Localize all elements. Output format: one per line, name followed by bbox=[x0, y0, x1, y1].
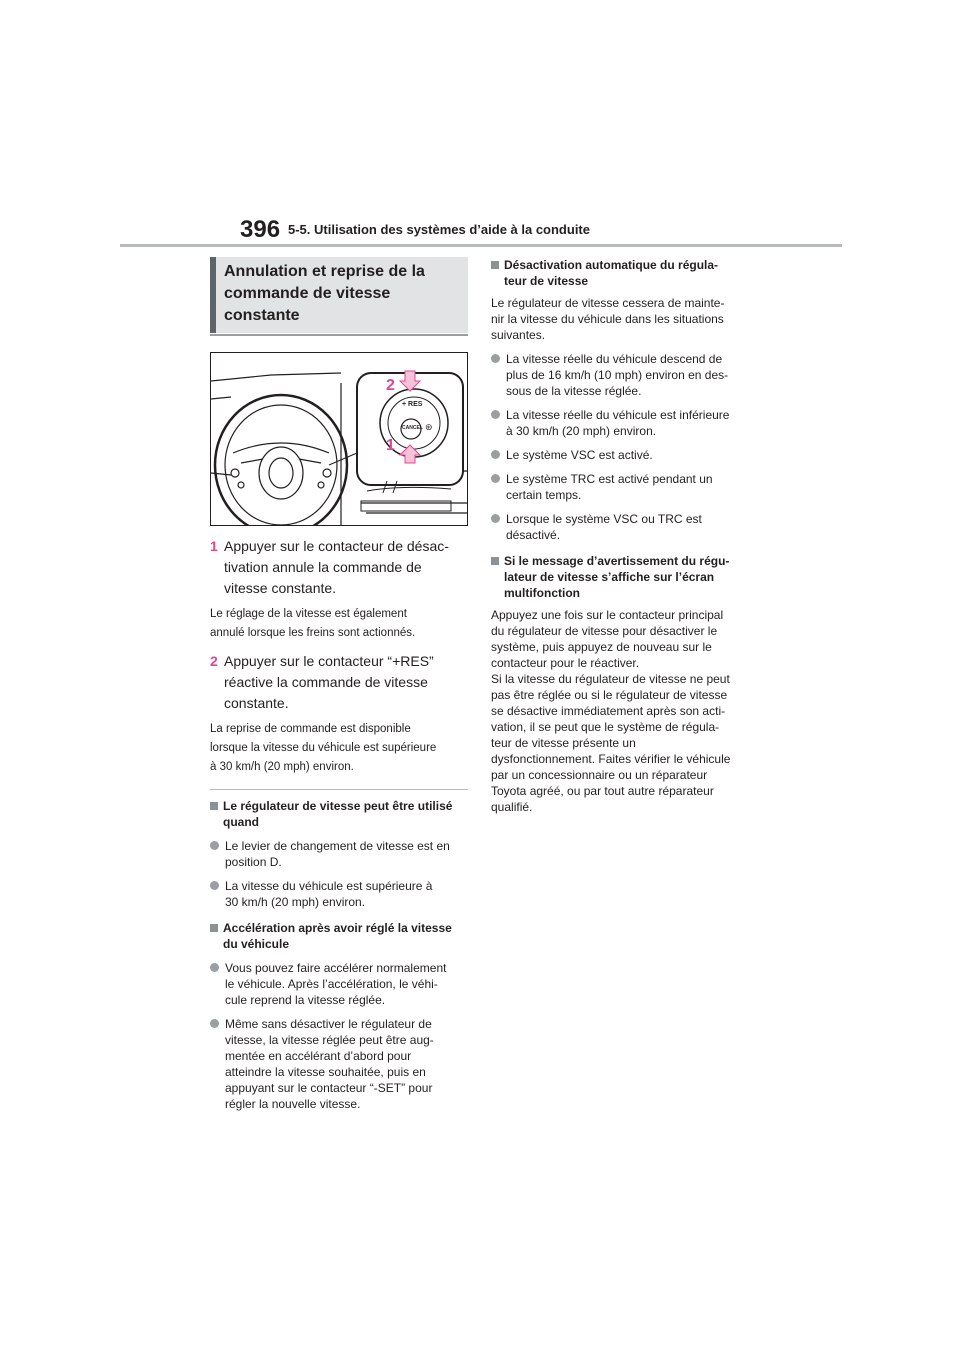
para-line: pas être réglée ou si le régulateur de vitesse bbox=[491, 688, 728, 702]
subheading-line: Le régulateur de vitesse peut être utilisé bbox=[223, 799, 453, 813]
subheading bbox=[210, 798, 468, 830]
bullet-line: position D. bbox=[225, 855, 282, 869]
bullet-item bbox=[210, 878, 468, 910]
right-column bbox=[491, 257, 751, 815]
callout-1-label: 1 bbox=[386, 437, 395, 454]
bullet-text bbox=[506, 447, 653, 463]
bullet-item bbox=[491, 407, 751, 439]
subheading bbox=[210, 920, 468, 952]
round-bullet-icon bbox=[210, 881, 219, 890]
step-text bbox=[224, 536, 449, 599]
bullet-line: régler la nouvelle vitesse. bbox=[225, 1097, 361, 1111]
bullet-line: plus de 16 km/h (10 mph) environ en des- bbox=[506, 368, 729, 382]
header-rule bbox=[120, 244, 842, 247]
para-line: teur de vitesse présente un bbox=[491, 736, 636, 750]
round-bullet-icon bbox=[491, 514, 500, 523]
para-line: système, puis appuyez de nouveau sur le bbox=[491, 640, 712, 654]
subheading bbox=[491, 553, 751, 601]
bullet-line: Lorsque le système VSC ou TRC est bbox=[506, 512, 702, 526]
res-label: + RES bbox=[402, 401, 423, 408]
subheading-text bbox=[504, 257, 718, 289]
bullet-text bbox=[506, 471, 713, 503]
bullet-item bbox=[210, 838, 468, 870]
round-bullet-icon bbox=[491, 410, 500, 419]
para-line: qualifié. bbox=[491, 800, 533, 814]
para-line: dysfonctionnement. Faites vérifier le véhicule bbox=[491, 752, 731, 766]
subheading-line: multifonction bbox=[504, 586, 580, 600]
bullet-item bbox=[210, 960, 468, 1008]
note-line: Le réglage de la vitesse est également bbox=[210, 608, 407, 620]
bullet-line: désactivé. bbox=[506, 528, 561, 542]
subheading-line: lateur de vitesse s’affiche sur l’écran bbox=[504, 570, 715, 584]
bullet-line: mentée en accélérant d’abord pour bbox=[225, 1049, 412, 1063]
subheading-line: du véhicule bbox=[223, 937, 290, 951]
para-line: suivantes. bbox=[491, 328, 546, 342]
note-line: lorsque la vitesse du véhicule est supérieure bbox=[210, 742, 437, 754]
bullet-item bbox=[491, 471, 751, 503]
step-text-line: Appuyer sur le contacteur “+RES” bbox=[224, 653, 434, 669]
para-line: se désactive immédiatement après son acti- bbox=[491, 704, 726, 718]
bullet-line: Même sans désactiver le régulateur de bbox=[225, 1017, 432, 1031]
bullet-line: La vitesse réelle du véhicule est inférieure bbox=[506, 408, 730, 422]
step-1-note bbox=[210, 605, 468, 643]
subheading-text bbox=[223, 798, 452, 830]
step-text-line: constante. bbox=[224, 695, 289, 711]
bullet-text bbox=[225, 878, 432, 910]
bullet-item bbox=[491, 351, 751, 399]
round-bullet-icon bbox=[210, 841, 219, 850]
para-line: Le régulateur de vitesse cessera de mainte- bbox=[491, 296, 725, 310]
square-bullet-icon bbox=[210, 802, 218, 810]
round-bullet-icon bbox=[491, 450, 500, 459]
bullet-text bbox=[506, 351, 728, 399]
bullet-line: atteindre la vitesse souhaitée, puis en bbox=[225, 1065, 426, 1079]
bullet-text bbox=[225, 838, 450, 870]
bullet-line: Le système VSC est activé. bbox=[506, 448, 653, 462]
step-number: 2 bbox=[210, 653, 218, 669]
subheading-line: teur de vitesse bbox=[504, 274, 589, 288]
section-heading-line: constante bbox=[224, 307, 300, 324]
para-line: Appuyez une fois sur le contacteur principal bbox=[491, 608, 724, 622]
steering-wheel-drawing bbox=[211, 353, 467, 525]
section-heading-box bbox=[210, 257, 468, 333]
section-heading-line: commande de vitesse bbox=[224, 285, 391, 302]
bullet-line: sous de la vitesse réglée. bbox=[506, 384, 642, 398]
cruise-control-icon: ⊛ bbox=[425, 422, 433, 432]
step-text bbox=[224, 651, 434, 714]
bullet-text bbox=[225, 1016, 434, 1112]
bullet-item bbox=[491, 447, 751, 463]
callout-2-label: 2 bbox=[386, 377, 395, 394]
para-line: nir la vitesse du véhicule dans les situations bbox=[491, 312, 724, 326]
bullet-item bbox=[210, 1016, 468, 1112]
bullet-text bbox=[506, 407, 729, 439]
para-line: contacteur pour le réactiver. bbox=[491, 656, 640, 670]
bullet-line: à 30 km/h (20 mph) environ. bbox=[506, 424, 657, 438]
square-bullet-icon bbox=[210, 924, 218, 932]
bullet-line: La vitesse du véhicule est supérieure à bbox=[225, 879, 433, 893]
bullet-line: 30 km/h (20 mph) environ. bbox=[225, 895, 366, 909]
subheading-line: Accélération après avoir réglé la vitesse bbox=[223, 921, 452, 935]
note-line: La reprise de commande est disponible bbox=[210, 723, 411, 735]
body-paragraph bbox=[491, 607, 751, 815]
bullet-line: Vous pouvez faire accélérer normalement bbox=[225, 961, 447, 975]
para-line: Si la vitesse du régulateur de vitesse ne peut bbox=[491, 672, 730, 686]
bullet-line: Le système TRC est activé pendant un bbox=[506, 472, 713, 486]
step-text-line: tivation annule la commande de bbox=[224, 559, 422, 575]
subheading-line: Si le message d’avertissement du régu- bbox=[504, 554, 730, 568]
bullet-line: appuyant sur le contacteur “-SET” pour bbox=[225, 1081, 433, 1095]
subheading bbox=[491, 257, 751, 289]
round-bullet-icon bbox=[491, 354, 500, 363]
round-bullet-icon bbox=[491, 474, 500, 483]
step-2-note bbox=[210, 720, 468, 777]
step-2 bbox=[210, 651, 468, 714]
bullet-item bbox=[491, 511, 751, 543]
note-line: à 30 km/h (20 mph) environ. bbox=[210, 761, 354, 773]
cancel-label: CANCEL bbox=[402, 425, 423, 431]
steering-wheel-illustration bbox=[210, 352, 468, 526]
square-bullet-icon bbox=[491, 557, 499, 565]
note-line: annulé lorsque les freins sont actionnés. bbox=[210, 627, 416, 639]
bullet-text bbox=[506, 511, 702, 543]
bullet-line: cule reprend la vitesse réglée. bbox=[225, 993, 386, 1007]
section-heading-line: Annulation et reprise de la bbox=[224, 263, 425, 280]
section-title: 5-5. Utilisation des systèmes d’aide à la conduite bbox=[288, 222, 590, 237]
para-line: par un concessionnaire ou un réparateur bbox=[491, 768, 708, 782]
step-text-line: Appuyer sur le contacteur de désac- bbox=[224, 538, 449, 554]
bullet-line: certain temps. bbox=[506, 488, 582, 502]
intro-paragraph bbox=[491, 295, 751, 343]
bullet-line: La vitesse réelle du véhicule descend de bbox=[506, 352, 723, 366]
bullet-line: le véhicule. Après l’accélération, le véhi- bbox=[225, 977, 438, 991]
page-number: 396 bbox=[240, 216, 281, 243]
section-heading-rule bbox=[210, 334, 468, 336]
para-line: vation, il se peut que le système de régula- bbox=[491, 720, 720, 734]
left-column bbox=[210, 257, 468, 1112]
step-text-line: vitesse constante. bbox=[224, 580, 337, 596]
step-number: 1 bbox=[210, 538, 218, 554]
bullet-line: vitesse, la vitesse réglée peut être aug- bbox=[225, 1033, 434, 1047]
section-divider bbox=[210, 789, 468, 790]
step-text-line: réactive la commande de vitesse bbox=[224, 674, 428, 690]
step-1 bbox=[210, 536, 468, 599]
subheading-text bbox=[504, 553, 729, 601]
bullet-text bbox=[225, 960, 446, 1008]
para-line: Toyota agréé, ou par tout autre réparateur bbox=[491, 784, 714, 798]
bullet-line: Le levier de changement de vitesse est en bbox=[225, 839, 450, 853]
round-bullet-icon bbox=[210, 1019, 219, 1028]
subheading-line: Désactivation automatique du régula- bbox=[504, 258, 719, 272]
subheading-line: quand bbox=[223, 815, 259, 829]
subheading-text bbox=[223, 920, 452, 952]
round-bullet-icon bbox=[210, 963, 219, 972]
square-bullet-icon bbox=[491, 261, 499, 269]
para-line: du régulateur de vitesse pour désactiver le bbox=[491, 624, 718, 638]
